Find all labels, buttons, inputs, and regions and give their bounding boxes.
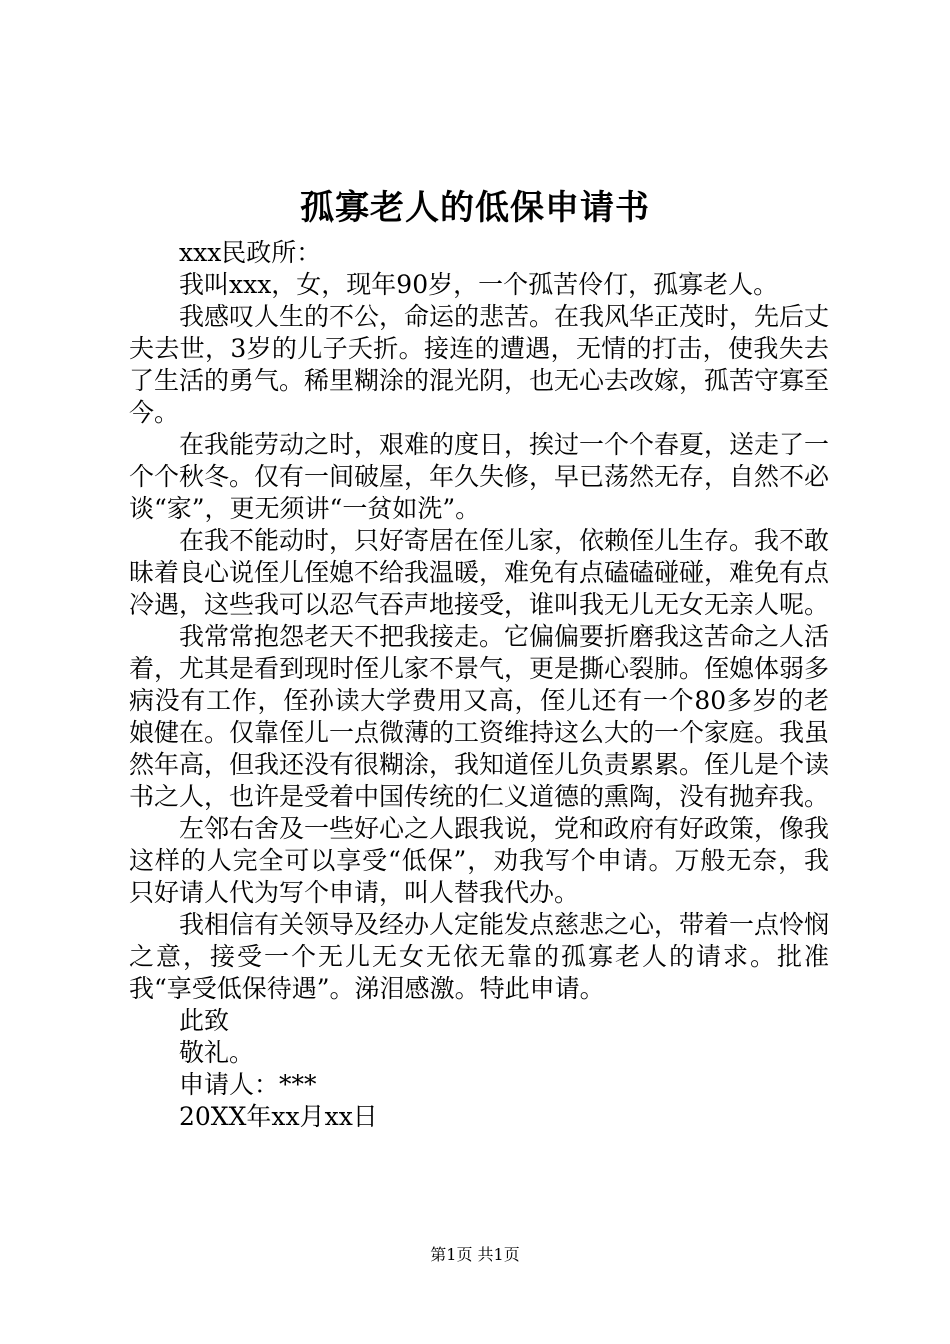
- letter-body: [129, 237, 829, 1133]
- applicant-signature: 申请人：***: [179, 1070, 317, 1099]
- paragraph-intro: 我叫xxx，女，现年90岁，一个孤苦伶仃，孤寡老人。: [179, 270, 779, 299]
- closing-line-2: 敬礼。: [179, 1038, 255, 1067]
- salutation: xxx民政所：: [179, 238, 322, 267]
- paragraph-living-with-nephew: 在我不能动时，只好寄居在侄儿家，依赖侄儿生存。我不敢昧着良心说侄儿侄媳不给我温暖，难免有点磕磕碰碰，难免有点冷遇，这些我可以忍气吞声地接受，谁叫我无儿无女无亲人呢。: [129, 526, 830, 619]
- paragraph-background: 我感叹人生的不公，命运的悲苦。在我风华正茂时，先后丈夫去世，3岁的儿子夭折。接连的遭遇，无情的打击，使我失去了生活的勇气。稀里糊涂的混光阴，也无心去改嫁，孤苦守寡至今。: [129, 302, 830, 427]
- application-date: 20XX年xx月xx日: [179, 1102, 378, 1131]
- closing-line-1: 此致: [179, 1006, 230, 1035]
- paragraph-working-years: 在我能劳动之时，艰难的度日，挨过一个个春夏，送走了一个个秋冬。仅有一间破屋，年久失修，早已荡然无存，自然不必谈“家”，更无须讲“一贫如洗”。: [129, 430, 830, 523]
- paragraph-hardship: 我常常抱怨老天不把我接走。它偏偏要折磨我这苦命之人活着，尤其是看到现时侄儿家不景气，更是撕心裂肺。侄媳体弱多病没有工作，侄孙读大学费用又高，侄儿还有一个80多岁的老娘健在。仅靠侄儿一点微薄的工资维持这么大的一个家庭。我虽然年高，但我还没有很糊涂，我知道侄儿负责累累。侄儿是个读书之人，也许是受着中国传统的仁义道德的熏陶，没有抛弃我。: [129, 622, 830, 811]
- paragraph-request: 我相信有关领导及经办人定能发点慈悲之心，带着一点怜悯之意，接受一个无儿无女无依无靠的孤寡老人的请求。批准我“享受低保待遇”。涕泪感激。特此申请。: [129, 910, 830, 1003]
- page-footer: 第1页 共1页: [430, 1245, 520, 1264]
- paragraph-neighbors-advice: 左邻右舍及一些好心之人跟我说，党和政府有好政策，像我这样的人完全可以享受“低保”，劝我写个申请。万般无奈，我只好请人代为写个申请，叫人替我代办。: [129, 814, 830, 907]
- document-title: 孤寡老人的低保申请书: [300, 188, 650, 228]
